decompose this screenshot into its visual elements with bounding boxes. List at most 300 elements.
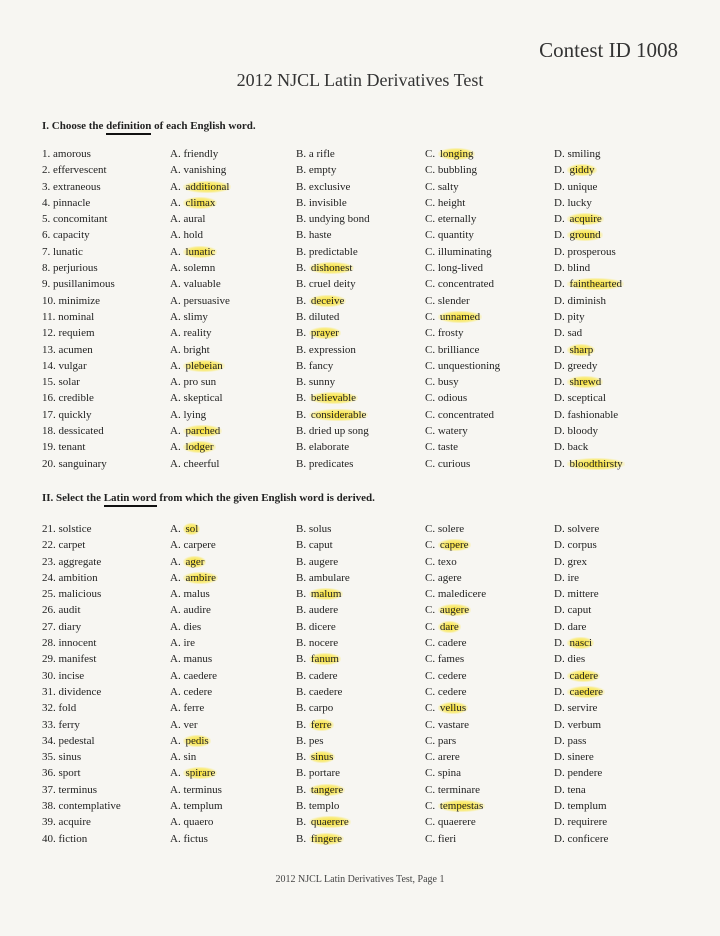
choice-letter: A.	[170, 588, 184, 601]
choice-letter: B.	[296, 425, 309, 438]
question-row	[42, 749, 682, 765]
question-row	[42, 390, 682, 406]
choice-text: brilliance	[437, 343, 480, 356]
section-2-question-list	[42, 521, 682, 847]
highlighted-choice-text: ager	[185, 555, 205, 568]
choice-d	[554, 146, 600, 162]
choice-letter: D.	[554, 164, 568, 177]
question-row	[42, 325, 682, 341]
question-row	[42, 162, 682, 178]
choice-letter: B.	[296, 555, 309, 568]
choice-text: dies	[567, 653, 586, 666]
choice-letter: A.	[170, 213, 184, 226]
question-term: solar	[58, 376, 80, 389]
section-1-heading-suffix: of each English word.	[151, 120, 256, 132]
choice-b	[296, 374, 335, 390]
question-number: 36.	[42, 767, 59, 780]
choice-text: ire	[183, 637, 196, 650]
question-word	[42, 619, 81, 635]
question-row	[42, 146, 682, 162]
question-word	[42, 602, 81, 618]
choice-c	[425, 554, 457, 570]
question-word	[42, 162, 107, 178]
choice-a	[170, 733, 211, 749]
choice-letter: B.	[296, 734, 309, 747]
highlighted-choice-text: dare	[439, 620, 459, 633]
question-word	[42, 342, 93, 358]
question-row	[42, 700, 682, 716]
choice-text: augere	[308, 555, 339, 568]
choice-a	[170, 227, 203, 243]
choice-text: carpo	[308, 702, 334, 715]
choice-c	[425, 717, 469, 733]
question-term: extraneous	[53, 180, 101, 193]
choice-letter: D.	[554, 669, 568, 682]
choice-text: unquestioning	[437, 359, 501, 372]
question-word	[42, 293, 100, 309]
choice-letter: A.	[170, 327, 184, 340]
choice-letter: B.	[296, 457, 309, 470]
choice-text: cedere	[437, 685, 467, 698]
choice-a	[170, 342, 210, 358]
choice-letter: D.	[554, 245, 568, 258]
question-term: diary	[58, 620, 82, 633]
choice-d	[554, 407, 618, 423]
choice-text: pars	[437, 734, 457, 747]
question-row	[42, 211, 682, 227]
question-term: incise	[58, 669, 85, 682]
question-number: 25.	[42, 588, 59, 601]
choice-a	[170, 390, 223, 406]
choice-d	[554, 456, 625, 472]
choice-text: sunny	[308, 376, 336, 389]
choice-text: ferre	[183, 702, 205, 715]
choice-text: portare	[308, 767, 340, 780]
choice-text: agere	[437, 571, 462, 584]
choice-letter: B.	[296, 783, 309, 796]
choice-b	[296, 293, 346, 309]
question-row	[42, 521, 682, 537]
choice-letter: C.	[425, 376, 438, 389]
choice-letter: B.	[296, 718, 309, 731]
question-number: 26.	[42, 604, 59, 617]
question-row	[42, 374, 682, 390]
question-number: 6.	[42, 229, 53, 242]
test-title: 2012 NJCL Latin Derivatives Test	[236, 70, 484, 90]
question-row	[42, 831, 682, 847]
choice-a	[170, 293, 230, 309]
choice-a	[170, 358, 225, 374]
choice-text: pro sun	[183, 376, 217, 389]
question-number: 21.	[42, 523, 59, 535]
page-footer: 2012 NJCL Latin Derivatives Test, Page 1	[275, 874, 445, 885]
highlighted-choice-text: sinus	[310, 751, 334, 764]
choice-text: lying	[183, 408, 207, 421]
choice-b	[296, 456, 353, 472]
choice-letter: B.	[296, 327, 309, 340]
choice-b	[296, 700, 333, 716]
choice-d	[554, 195, 592, 211]
choice-c	[425, 570, 462, 586]
choice-text: vanishing	[183, 164, 227, 177]
choice-d	[554, 227, 603, 243]
choice-text: prosperous	[567, 245, 616, 258]
choice-text: exclusive	[308, 180, 351, 193]
choice-d	[554, 570, 579, 586]
choice-letter: C.	[425, 213, 438, 226]
choice-letter: D.	[554, 832, 568, 845]
choice-text: bubbling	[437, 164, 477, 177]
choice-letter: C.	[425, 196, 438, 209]
choice-c	[425, 423, 468, 439]
choice-c	[425, 374, 459, 390]
choice-d	[554, 260, 590, 276]
choice-c	[425, 179, 459, 195]
choice-letter: A.	[170, 196, 184, 209]
question-row	[42, 570, 682, 586]
choice-a	[170, 276, 221, 292]
choice-b	[296, 260, 354, 276]
choice-text: caedere	[183, 669, 218, 682]
question-number: 23.	[42, 555, 59, 568]
choice-letter: B.	[296, 408, 309, 421]
choice-letter: A.	[170, 816, 184, 829]
question-row	[42, 651, 682, 667]
question-number: 13.	[42, 343, 59, 356]
choice-c	[425, 602, 471, 618]
choice-letter: B.	[296, 262, 309, 275]
choice-text: manus	[183, 653, 213, 666]
question-row	[42, 554, 682, 570]
question-word	[42, 276, 115, 292]
choice-text: greedy	[567, 359, 598, 372]
choice-b	[296, 358, 333, 374]
choice-c	[425, 309, 482, 325]
question-term: terminus	[58, 783, 97, 796]
choice-text: invisible	[308, 196, 347, 209]
choice-letter: D.	[554, 751, 568, 764]
choice-d	[554, 717, 601, 733]
choice-c	[425, 765, 461, 781]
choice-text: fictus	[183, 832, 208, 845]
highlighted-choice-text: prayer	[310, 327, 339, 340]
highlighted-choice-text: dishonest	[310, 262, 353, 275]
question-number: 34.	[42, 734, 59, 747]
choice-a	[170, 423, 222, 439]
choice-text: predicates	[308, 457, 354, 470]
choice-letter: D.	[554, 620, 568, 633]
question-term: solstice	[58, 523, 92, 535]
question-row	[42, 244, 682, 260]
choice-b	[296, 521, 331, 537]
choice-letter: B.	[296, 359, 309, 372]
choice-letter: A.	[170, 343, 184, 356]
choice-letter: D.	[554, 800, 568, 813]
choice-text: valuable	[183, 278, 221, 291]
choice-text: nocere	[308, 637, 339, 650]
choice-d	[554, 325, 582, 341]
choice-b	[296, 831, 344, 847]
choice-d	[554, 374, 603, 390]
choice-letter: A.	[170, 262, 184, 275]
question-term: manifest	[58, 653, 97, 666]
question-term: perjurious	[53, 262, 98, 275]
choice-text: predictable	[308, 245, 358, 258]
choice-letter: D.	[554, 604, 568, 617]
question-term: dessicated	[58, 425, 104, 438]
choice-c	[425, 260, 483, 276]
choice-letter: D.	[554, 213, 568, 226]
choice-text: cadere	[437, 637, 467, 650]
question-row	[42, 635, 682, 651]
choice-letter: C.	[425, 229, 438, 242]
question-term: sinus	[58, 751, 82, 764]
question-term: audit	[58, 604, 81, 617]
question-number: 30.	[42, 669, 59, 682]
section-2-heading-underlined: Latin word	[104, 492, 157, 507]
question-word	[42, 700, 76, 716]
choice-d	[554, 651, 585, 667]
choice-letter: A.	[170, 278, 184, 291]
choice-letter: A.	[170, 408, 184, 421]
question-row	[42, 717, 682, 733]
choice-c	[425, 276, 494, 292]
highlighted-choice-text: tempestas	[439, 800, 484, 813]
question-word	[42, 439, 85, 455]
choice-text: pendere	[567, 767, 603, 780]
choice-text: audere	[308, 604, 339, 617]
choice-text: cedere	[437, 669, 467, 682]
choice-text: curious	[437, 457, 471, 470]
choice-letter: B.	[296, 637, 309, 650]
question-word	[42, 309, 94, 325]
highlighted-choice-text: augere	[439, 604, 470, 617]
question-row	[42, 814, 682, 830]
question-row	[42, 227, 682, 243]
question-word	[42, 244, 83, 260]
choice-b	[296, 554, 338, 570]
question-term: requiem	[58, 327, 95, 340]
choice-text: corpus	[567, 539, 597, 552]
choice-letter: B.	[296, 669, 309, 682]
choice-d	[554, 782, 586, 798]
choice-letter: B.	[296, 588, 309, 601]
choice-text: solus	[308, 523, 332, 535]
choice-text: blind	[567, 262, 591, 275]
question-word	[42, 554, 101, 570]
choice-text: aural	[183, 213, 206, 226]
choice-text: bloody	[567, 425, 599, 438]
choice-c	[425, 227, 474, 243]
choice-b	[296, 782, 345, 798]
choice-a	[170, 179, 231, 195]
choice-letter: C.	[425, 588, 438, 601]
question-number: 19.	[42, 441, 59, 454]
choice-a	[170, 162, 226, 178]
choice-text: persuasive	[183, 294, 230, 307]
question-number: 39.	[42, 816, 59, 829]
question-number: 15.	[42, 376, 59, 389]
question-term: fiction	[58, 832, 88, 845]
highlighted-choice-text: additional	[185, 180, 230, 193]
choice-b	[296, 276, 356, 292]
choice-a	[170, 146, 218, 162]
question-number: 40.	[42, 832, 59, 845]
choice-text: grex	[567, 555, 587, 568]
choice-text: height	[437, 196, 466, 209]
choice-letter: C.	[425, 653, 438, 666]
choice-letter: A.	[170, 376, 184, 389]
choice-a	[170, 195, 217, 211]
choice-letter: A.	[170, 457, 184, 470]
choice-letter: D.	[554, 441, 568, 454]
highlighted-choice-text: sharp	[569, 343, 594, 356]
choice-letter: C.	[425, 767, 438, 780]
choice-letter: B.	[296, 751, 309, 764]
choice-text: concentrated	[437, 408, 495, 421]
question-number: 38.	[42, 800, 59, 813]
question-number: 20.	[42, 457, 59, 470]
choice-letter: A.	[170, 310, 184, 323]
choice-b	[296, 717, 334, 733]
choice-b	[296, 814, 351, 830]
question-word	[42, 651, 96, 667]
choice-letter: D.	[554, 555, 568, 568]
choice-letter: C.	[425, 310, 438, 323]
highlighted-choice-text: fanum	[310, 653, 339, 666]
highlighted-choice-text: ground	[569, 229, 601, 242]
choice-letter: D.	[554, 523, 568, 535]
choice-text: malus	[183, 588, 210, 601]
choice-c	[425, 831, 456, 847]
choice-letter: B.	[296, 278, 309, 291]
choice-letter: C.	[425, 359, 438, 372]
choice-text: diluted	[308, 310, 340, 323]
question-number: 8.	[42, 262, 53, 275]
choice-b	[296, 162, 336, 178]
question-term: lunatic	[53, 245, 83, 258]
choice-letter: C.	[425, 294, 438, 307]
question-word	[42, 227, 90, 243]
choice-text: caedere	[308, 685, 343, 698]
question-word	[42, 358, 87, 374]
choice-c	[425, 195, 465, 211]
choice-letter: B.	[296, 196, 309, 209]
choice-text: smiling	[567, 148, 601, 160]
choice-d	[554, 423, 598, 439]
choice-a	[170, 749, 196, 765]
choice-text: carpere	[183, 539, 216, 552]
choice-letter: A.	[170, 571, 184, 584]
choice-letter: C.	[425, 669, 438, 682]
choice-letter: A.	[170, 441, 184, 454]
choice-letter: B.	[296, 294, 309, 307]
question-number: 28.	[42, 637, 59, 650]
choice-c	[425, 162, 477, 178]
choice-d	[554, 439, 588, 455]
choice-c	[425, 733, 456, 749]
choice-text: sceptical	[567, 392, 606, 405]
choice-letter: C.	[425, 457, 438, 470]
choice-text: ver	[183, 718, 198, 731]
question-number: 9.	[42, 278, 53, 291]
choice-a	[170, 717, 198, 733]
choice-c	[425, 521, 464, 537]
choice-text: terminare	[437, 783, 480, 796]
choice-letter: A.	[170, 523, 184, 535]
choice-text: quantity	[437, 229, 474, 242]
question-number: 32.	[42, 702, 59, 715]
question-number: 12.	[42, 327, 59, 340]
choice-letter: C.	[425, 539, 438, 552]
highlighted-choice-text: believable	[310, 392, 357, 405]
choice-a	[170, 554, 206, 570]
choice-b	[296, 586, 343, 602]
choice-letter: B.	[296, 571, 309, 584]
choice-text: sin	[183, 751, 197, 764]
choice-letter: B.	[296, 441, 309, 454]
question-word	[42, 325, 95, 341]
choice-text: reality	[183, 327, 212, 340]
question-word	[42, 407, 92, 423]
question-word	[42, 537, 85, 553]
choice-text: terminus	[183, 783, 222, 796]
choice-letter: D.	[554, 196, 568, 209]
choice-d	[554, 537, 597, 553]
choice-d	[554, 586, 599, 602]
question-number: 29.	[42, 653, 59, 666]
choice-b	[296, 325, 341, 341]
choice-b	[296, 733, 324, 749]
choice-d	[554, 521, 599, 537]
choice-text: sinere	[567, 751, 594, 764]
choice-letter: A.	[170, 180, 184, 193]
choice-text: ambulare	[308, 571, 350, 584]
question-word	[42, 146, 91, 162]
choice-letter: D.	[554, 571, 568, 584]
choice-letter: B.	[296, 604, 309, 617]
question-row	[42, 765, 682, 781]
choice-text: bright	[183, 343, 210, 356]
choice-letter: D.	[554, 408, 568, 421]
question-term: pusillanimous	[53, 278, 115, 291]
choice-d	[554, 293, 606, 309]
highlighted-choice-text: lunatic	[185, 245, 216, 258]
choice-text: long-lived	[437, 262, 484, 275]
choice-text: unique	[567, 180, 598, 193]
highlighted-choice-text: malum	[310, 588, 342, 601]
question-term: effervescent	[53, 164, 107, 177]
question-number: 7.	[42, 245, 53, 258]
choice-letter: B.	[296, 816, 309, 829]
choice-letter: A.	[170, 245, 184, 258]
question-row	[42, 456, 682, 472]
highlighted-choice-text: fainthearted	[569, 278, 622, 291]
question-number: 33.	[42, 718, 59, 731]
question-number: 4.	[42, 196, 53, 209]
question-row	[42, 602, 682, 618]
choice-b	[296, 651, 341, 667]
choice-letter: C.	[425, 637, 438, 650]
choice-letter: B.	[296, 392, 309, 405]
choice-text: vastare	[437, 718, 469, 731]
choice-c	[425, 586, 486, 602]
choice-b	[296, 342, 356, 358]
question-term: quickly	[58, 408, 92, 421]
highlighted-choice-text: ferre	[310, 718, 332, 731]
choice-letter: A.	[170, 164, 184, 177]
question-word	[42, 733, 95, 749]
